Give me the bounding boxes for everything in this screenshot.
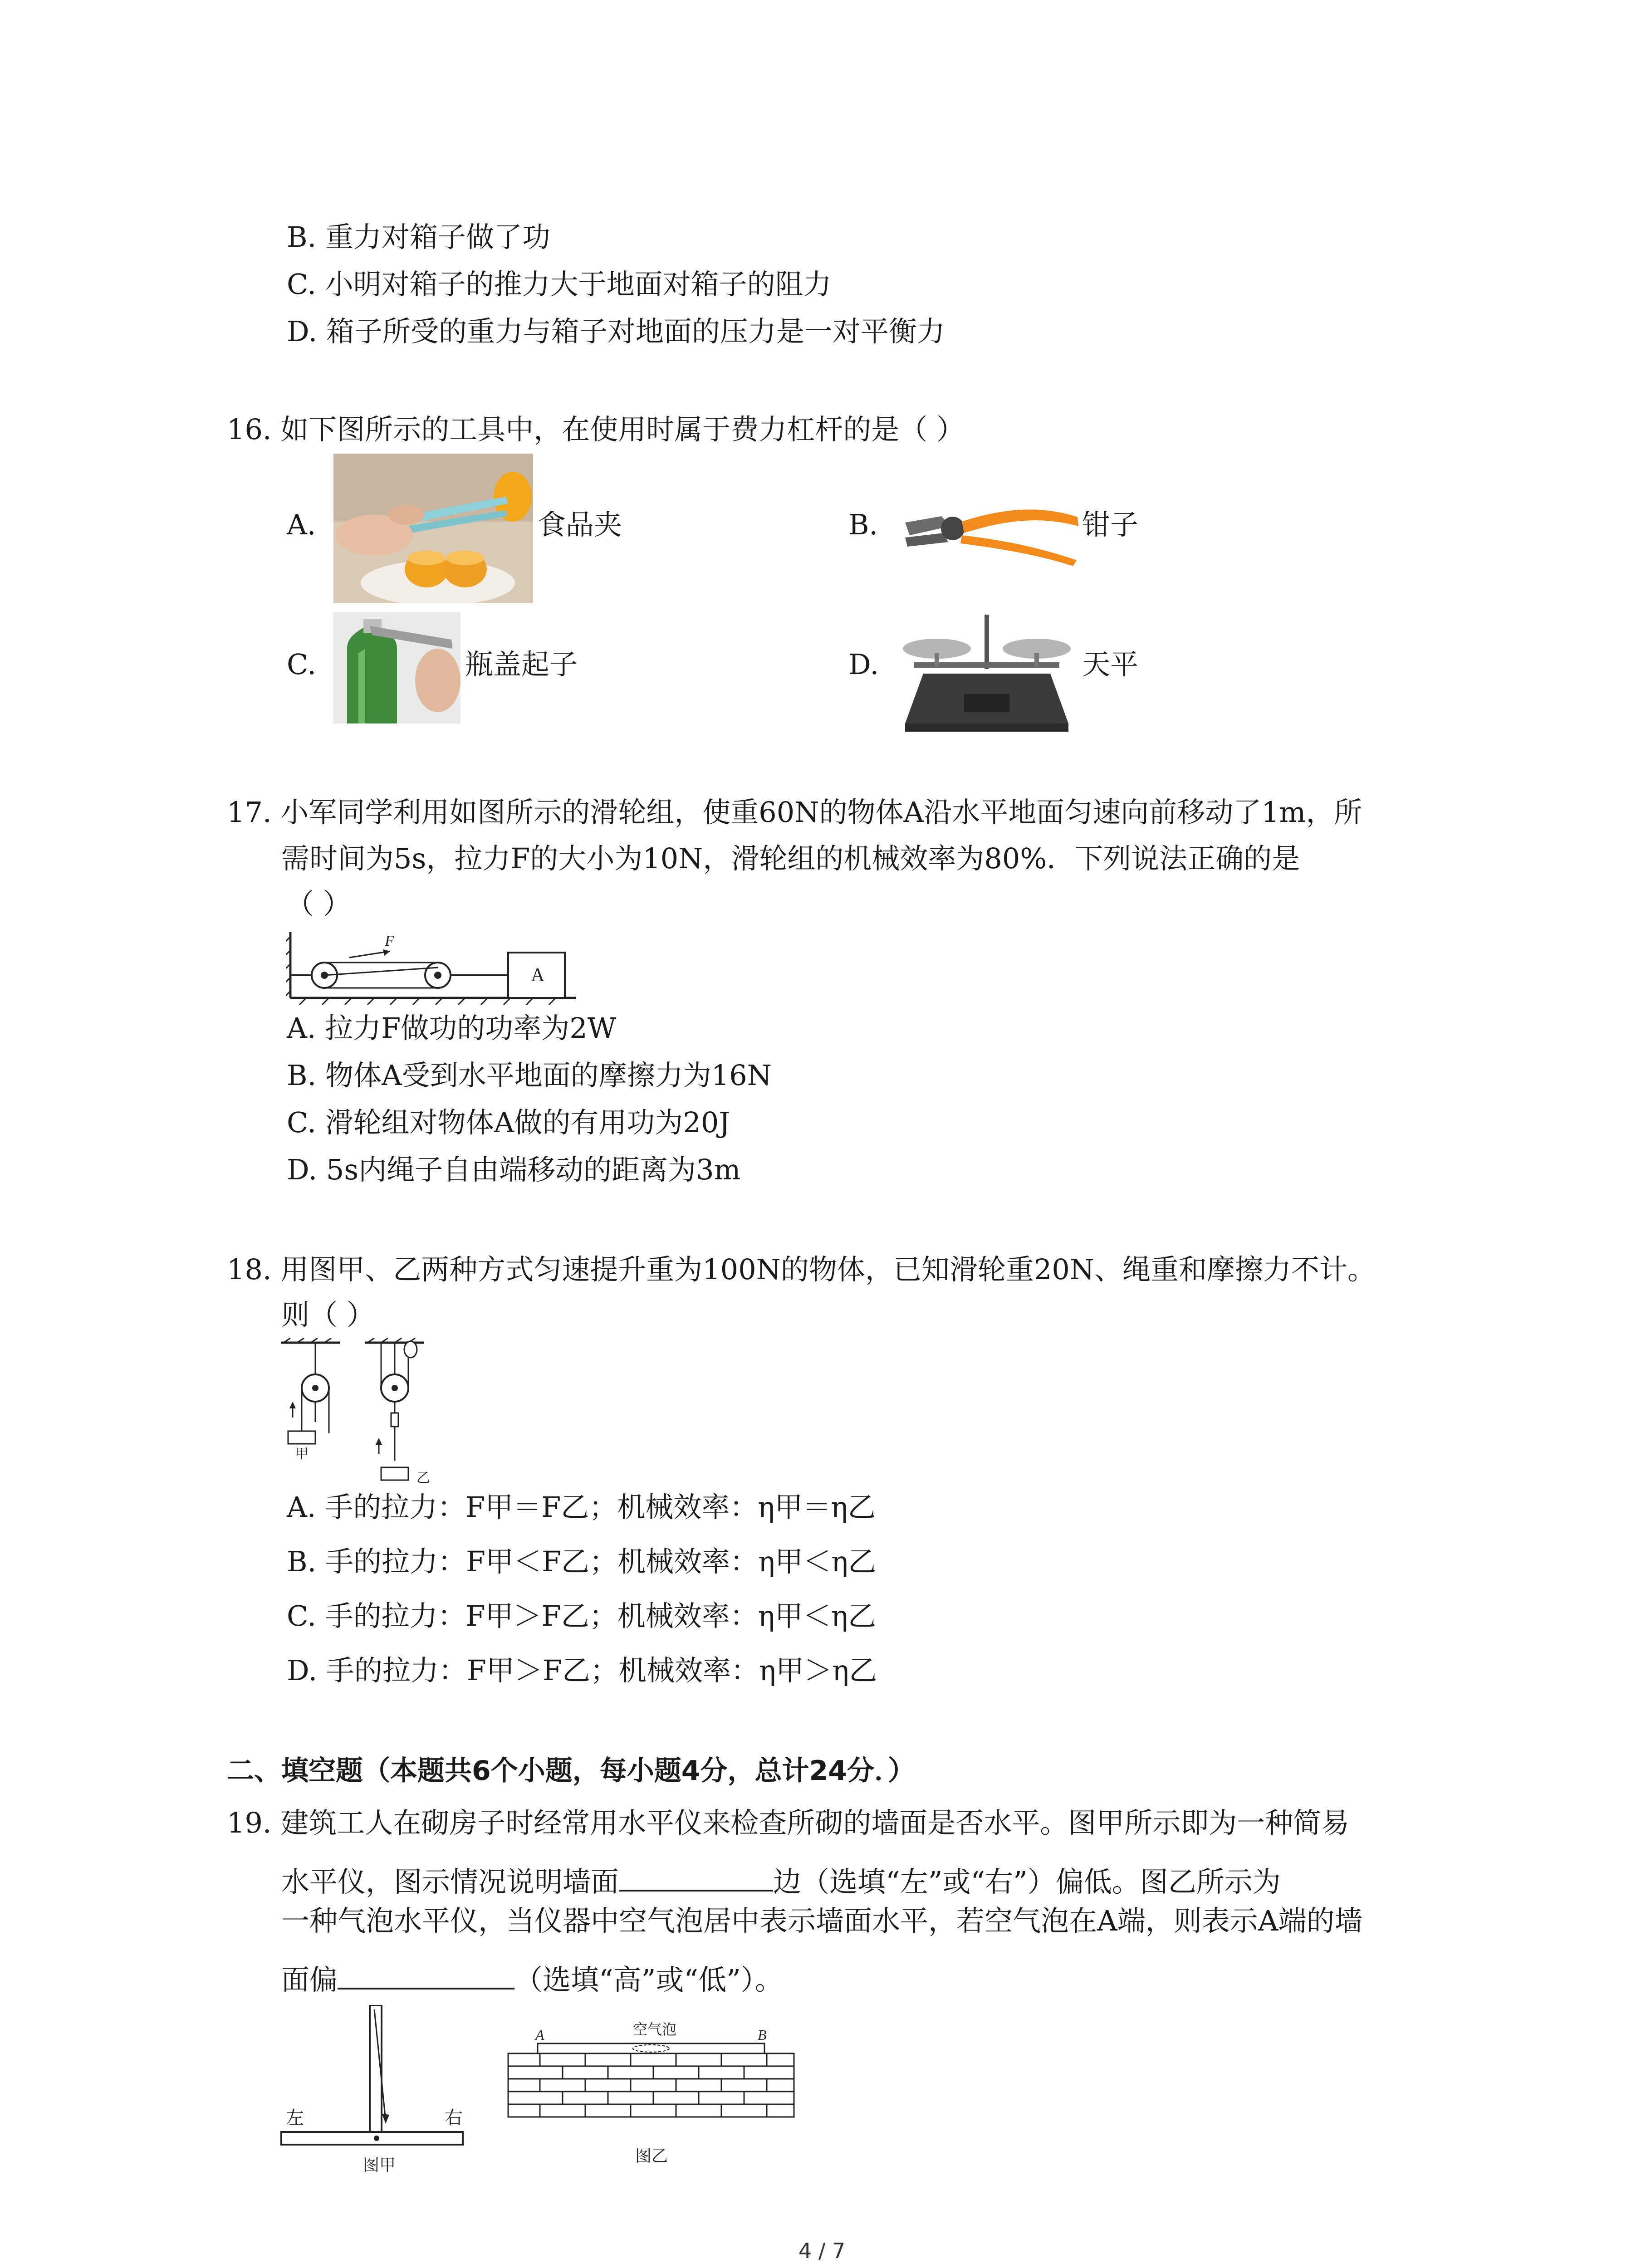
q19-line-2-before-blank: 水平仪，图示情况说明墙面 (281, 1865, 619, 1898)
q19-fig-left-label: 左 (286, 2107, 304, 2128)
q18-option-b: B. 手的拉力：F甲＜F乙；机械效率：η甲＜η乙 (287, 1545, 877, 1578)
q18-stem-line-1: 18. 用图甲、乙两种方式匀速提升重为100N的物体，已知滑轮重20N、绳重和摩擦力不计。 (227, 1253, 1376, 1286)
q15-option-b: B. 重力对箱子做了功 (287, 220, 550, 254)
q17-option-d: D. 5s内绳子自由端移动的距离为3m (287, 1153, 741, 1186)
q16-option-d-letter: D. (848, 648, 879, 681)
q19-line-4-after-blank: （选填“高”或“低”）。 (514, 1963, 783, 1996)
pulley-system-figure (286, 928, 576, 1009)
q17-stem-line-3: （ ） (286, 887, 351, 920)
q15-option-c: C. 小明对箱子的推力大于地面对箱子的阻力 (287, 268, 832, 301)
q18-fig-yi-label: 乙 (416, 1470, 430, 1486)
q16-option-a-label: 食品夹 (538, 508, 622, 541)
q19-line-3: 一种气泡水平仪，当仪器中空气泡居中表示墙面水平，若空气泡在A端，则表示A端的墙 (281, 1904, 1363, 1937)
plumb-level-figure (279, 2005, 470, 2173)
q15-option-d: D. 箱子所受的重力与箱子对地面的压力是一对平衡力 (287, 315, 945, 348)
q19-fig-end-b: B (758, 2027, 767, 2043)
bubble-level-figure (504, 2021, 798, 2173)
q18-option-a: A. 手的拉力：F甲＝F乙；机械效率：η甲＝η乙 (287, 1491, 876, 1524)
section-2-title: 二、填空题（本题共6个小题，每小题4分，总计24分．） (227, 1755, 915, 1787)
q19-line-2 (281, 1858, 1281, 1896)
q16-option-b-label: 钳子 (1082, 508, 1139, 541)
q16-option-b-letter: B. (848, 508, 878, 541)
q19-line-4 (281, 1956, 783, 1994)
q16-stem: 16. 如下图所示的工具中，在使用时属于费力杠杆的是（ ） (227, 413, 965, 446)
q17-option-b: B. 物体A受到水平地面的摩擦力为16N (287, 1059, 772, 1092)
bottle-opener-photo (333, 612, 460, 723)
q16-option-c-label: 瓶盖起子 (465, 648, 578, 681)
pulley-comparison-figure (272, 1338, 445, 1488)
q17-stem-line-2: 需时间为5s，拉力F的大小为10N，滑轮组的机械效率为80%．下列说法正确的是 (281, 842, 1300, 875)
pliers-photo (901, 494, 1082, 567)
q17-option-c: C. 滑轮组对物体A做的有用功为20J (287, 1106, 730, 1139)
q19-line-4-before-blank: 面偏 (281, 1963, 338, 1996)
q18-option-c: C. 手的拉力：F甲＞F乙；机械效率：η甲＜η乙 (287, 1599, 876, 1633)
q17-fig-force-label: F (385, 933, 394, 949)
q19-line-2-after-blank: 边（选填“左”或“右”）偏低。图乙所示为 (773, 1865, 1281, 1898)
q19-fig-end-a: A (535, 2027, 544, 2043)
q19-fig-jia-caption: 图甲 (363, 2156, 396, 2173)
q19-line-1: 19. 建筑工人在砌房子时经常用水平仪来检查所砌的墙面是否水平。图甲所示即为一种简易 (227, 1806, 1350, 1839)
balance-scale-photo (896, 610, 1078, 735)
q19-fig-bubble-label: 空气泡 (633, 2021, 677, 2038)
q16-option-d-label: 天平 (1082, 648, 1139, 681)
q17-fig-block-label: A (531, 965, 545, 986)
q17-stem-line-1: 17. 小军同学利用如图所示的滑轮组，使重60N的物体A沿水平地面匀速向前移动了1m，所 (227, 796, 1362, 829)
page-number: 4 / 7 (798, 2239, 846, 2263)
q19-fig-right-label: 右 (445, 2107, 463, 2128)
q17-option-a: A. 拉力F做功的功率为2W (287, 1012, 617, 1045)
q19-fig-yi-caption: 图乙 (635, 2147, 668, 2165)
q18-option-d: D. 手的拉力：F甲＞F乙；机械效率：η甲＞η乙 (287, 1654, 877, 1687)
q16-option-a-letter: A. (287, 508, 316, 541)
q18-stem-line-2: 则（ ） (281, 1298, 375, 1331)
q18-fig-jia-label: 甲 (295, 1446, 309, 1462)
q19-blank-1[interactable] (619, 1858, 773, 1892)
q19-blank-2[interactable] (338, 1956, 514, 1989)
food-tongs-photo (333, 454, 533, 603)
q16-option-c-letter: C. (287, 648, 316, 681)
